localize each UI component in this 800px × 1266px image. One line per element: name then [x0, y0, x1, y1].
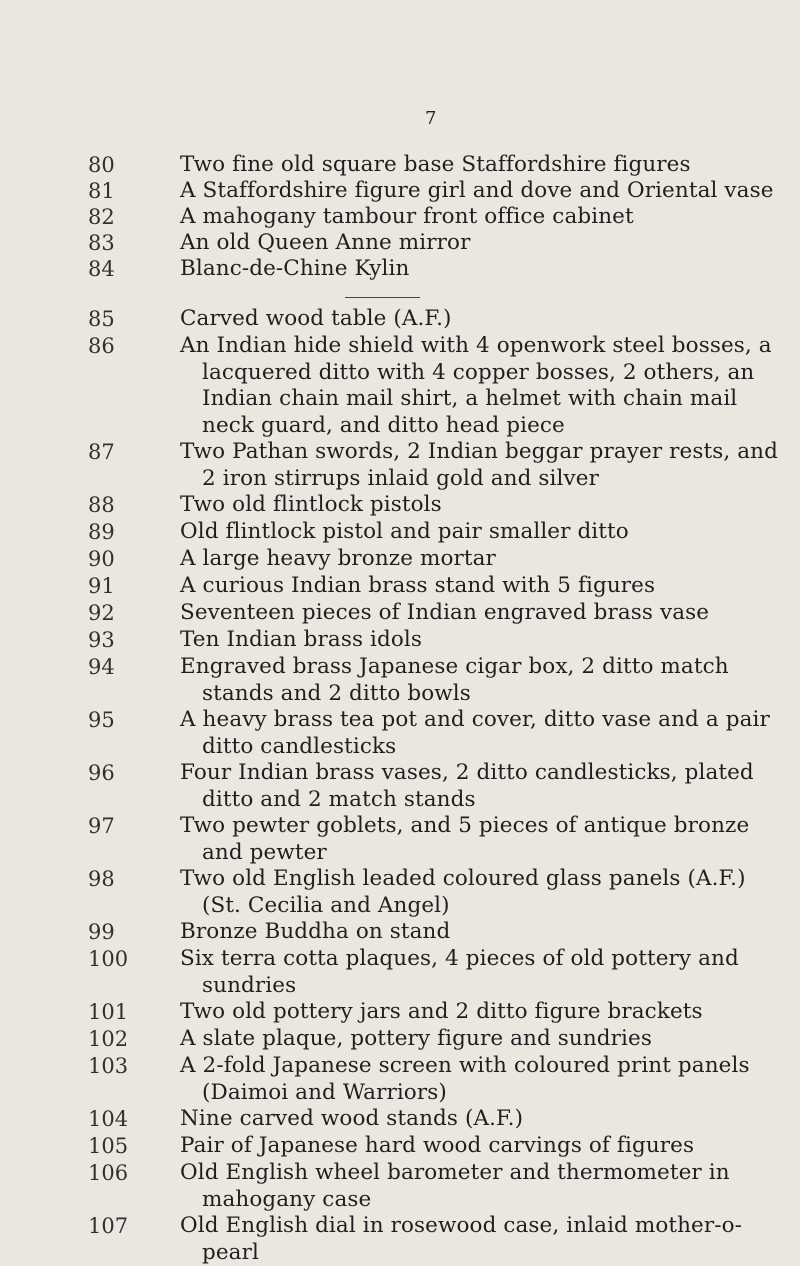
- lot-description: Two old flintlock pistols: [180, 492, 442, 517]
- lot-number: 105: [88, 1134, 129, 1158]
- lot-description: Two fine old square base Staffordshire figures: [180, 152, 691, 177]
- lot-number: 83: [88, 231, 115, 255]
- lot-description: Seventeen pieces of Indian engraved brass vase: [180, 600, 710, 625]
- lot-description: Engraved brass Japanese cigar box, 2 ditto match stands and 2 ditto bowls: [180, 654, 729, 706]
- lot-number: 95: [88, 708, 115, 732]
- lot-description: Two old pottery jars and 2 ditto figure brackets: [180, 999, 703, 1024]
- lot-number: 104: [88, 1107, 129, 1131]
- lot-number: 92: [88, 601, 115, 625]
- lot-description: Bronze Buddha on stand: [180, 919, 451, 944]
- lot-description: Old flintlock pistol and pair smaller ditto: [180, 519, 629, 544]
- lot-description: A Staffordshire figure girl and dove and Oriental vase: [180, 178, 774, 203]
- lot-number: 93: [88, 628, 115, 652]
- lot-description: Ten Indian brass idols: [180, 627, 423, 652]
- lot-description: Two pewter goblets, and 5 pieces of antique bronze and pewter: [180, 813, 750, 865]
- lot-description: Six terra cotta plaques, 4 pieces of old pottery and sundries: [180, 946, 739, 998]
- lot-description: A large heavy bronze mortar: [180, 546, 496, 571]
- lot-number: 86: [88, 334, 115, 358]
- lot-description: A mahogany tambour front office cabinet: [180, 204, 634, 229]
- lot-description: Nine carved wood stands (A.F.): [180, 1106, 524, 1131]
- lot-number: 106: [88, 1161, 129, 1185]
- lot-description: Two old English leaded coloured glass panels (A.F.) (St. Cecilia and Angel): [180, 866, 746, 918]
- lot-description: An Indian hide shield with 4 openwork steel bosses, a lacquered ditto with 4 copper bosses, 2 others, an Indian chain mail shirt, a helmet with chain mail neck guard, and ditto head piece: [180, 333, 772, 438]
- lot-number: 80: [88, 153, 115, 177]
- lot-number: 98: [88, 867, 115, 891]
- lot-description: Two Pathan swords, 2 Indian beggar prayer rests, and 2 iron stirrups inlaid gold and silver: [180, 439, 778, 491]
- lot-description: A 2-fold Japanese screen with coloured print panels (Daimoi and Warriors): [180, 1053, 750, 1105]
- lot-description: Pair of Japanese hard wood carvings of figures: [180, 1133, 695, 1158]
- lot-number: 107: [88, 1214, 129, 1238]
- lot-number: 97: [88, 814, 115, 838]
- lot-description: Old English wheel barometer and thermometer in mahogany case: [180, 1160, 730, 1212]
- lot-number: 87: [88, 440, 115, 464]
- lot-number: 84: [88, 257, 115, 281]
- lot-number: 82: [88, 205, 115, 229]
- lot-number: 102: [88, 1027, 129, 1051]
- lot-number: 96: [88, 761, 115, 785]
- lot-number: 100: [88, 947, 129, 971]
- lot-number: 103: [88, 1054, 129, 1078]
- lot-description: Carved wood table (A.F.): [180, 306, 452, 331]
- section-divider: [345, 297, 420, 298]
- lot-number: 85: [88, 307, 115, 331]
- lot-number: 101: [88, 1000, 129, 1024]
- lot-description: An old Queen Anne mirror: [180, 230, 471, 255]
- page-number: 7: [425, 108, 437, 129]
- lot-description: Old English dial in rosewood case, inlaid mother-o-pearl: [180, 1213, 743, 1265]
- lot-description: A slate plaque, pottery figure and sundries: [180, 1026, 652, 1051]
- lot-number: 81: [88, 179, 115, 203]
- lot-number: 89: [88, 520, 115, 544]
- lot-number: 99: [88, 920, 115, 944]
- lot-description: Four Indian brass vases, 2 ditto candlesticks, plated ditto and 2 match stands: [180, 760, 754, 812]
- lot-number: 88: [88, 493, 115, 517]
- lot-number: 90: [88, 547, 115, 571]
- lot-number: 91: [88, 574, 115, 598]
- lot-number: 94: [88, 655, 115, 679]
- lot-description: Blanc-de-Chine Kylin: [180, 256, 410, 281]
- lot-description: A heavy brass tea pot and cover, ditto vase and a pair ditto candlesticks: [180, 707, 770, 759]
- lot-description: A curious Indian brass stand with 5 figures: [180, 573, 656, 598]
